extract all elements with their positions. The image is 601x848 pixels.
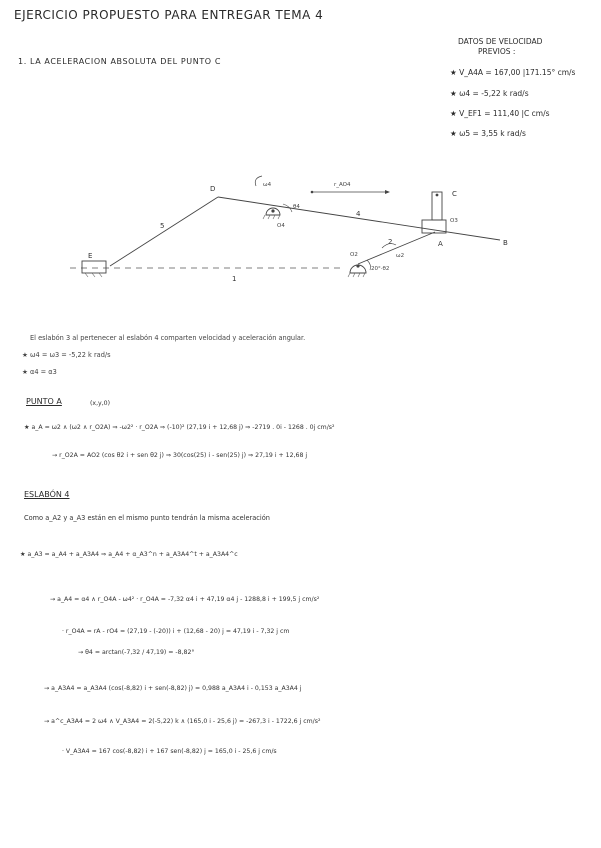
slider-block-e — [82, 261, 106, 273]
label-link-2: 2 — [388, 238, 393, 246]
note-alpha: ★ α4 = α3 — [22, 368, 57, 376]
velocity-line: ★ V_A4A = 167,00 |171.15° cm/s — [450, 68, 576, 77]
note-shared-angular: El eslabón 3 al pertenecer al eslabón 4 comparten velocidad y aceleración angular. — [30, 334, 306, 342]
equation-line: → a^c_A3A4 = 2 ω4 ∧ V_A3A4 = 2(-5,22) k ∧ (165,0 i - 25,6 j) = -267,3 i - 1722,6 j cm/s² — [44, 718, 321, 725]
punto-a-coords: (x,y,0) — [90, 400, 111, 407]
w4-arc — [255, 176, 262, 186]
label-theta4: θ4 — [293, 204, 300, 210]
eslabon-4-intro: Como a_A2 y a_A3 están en el mismo punto tendrán la misma aceleración — [24, 514, 270, 522]
label-o4: O4 — [277, 223, 285, 229]
section-eslabon-4: ESLABÓN 4 — [24, 490, 70, 499]
label-w2: ω2 — [396, 253, 405, 259]
equation-line: → a_A3A4 = a_A3A4 (cos(-8,82) i + sen(-8,82) j) = 0,988 a_A3A4 i - 0,153 a_A3A4 j — [44, 685, 302, 692]
label-r-a04: r_AO4 — [334, 182, 351, 188]
link-5 — [110, 197, 218, 266]
label-a: A — [438, 240, 443, 248]
equation-line: → a_A4 = α4 ∧ r_O4A - ω4² · r_O4A = -7,32 α4 i + 47,19 α4 j - 1288,8 i + 199,5 j cm/s² — [50, 596, 320, 603]
label-o3: O3 — [450, 218, 458, 224]
equation-line: · V_A3A4 = 167 cos(-8,82) i + 167 sen(-8,82) j = 165,0 i - 25,6 j cm/s — [62, 748, 277, 755]
velocity-line: ★ ω5 = 3,55 k rad/s — [450, 129, 526, 138]
problem-statement: 1. LA ACELERACION ABSOLUTA DEL PUNTO C — [18, 57, 222, 66]
equation-line: ★ a_A = ω2 ∧ (ω2 ∧ r_O2A) ⇒ -ω2² · r_O2A ⇒ (-10)² (27,19 i + 12,68 j) ⇒ -2719 . 0i - 1268 . 0j cm/s² — [24, 424, 335, 431]
label-theta2: 20°·θ2 — [371, 266, 390, 272]
equation-line: → r_O2A = AO2 (cos θ2 i + sen θ2 j) ⇒ 30(cos(25) i - sen(25) j) ⇒ 27,19 i + 12,68 j — [52, 452, 308, 459]
equation-line: · r_O4A = rA - rO4 = (27,19 - (-20)) i + (12,68 - 20) j = 47,19 i - 7,32 j cm — [62, 628, 290, 635]
label-w4: ω4 — [263, 182, 272, 188]
velocity-line: ★ V_EF1 = 111,40 |C cm/s — [450, 109, 550, 118]
label-c: C — [452, 190, 457, 198]
note-omega: ★ ω4 = ω3 = -5,22 k rad/s — [22, 351, 111, 359]
velocity-data-subheading: PREVIOS : — [478, 47, 516, 56]
link-2 — [358, 232, 435, 264]
label-b: B — [503, 239, 508, 247]
section-punto-a: PUNTO A — [26, 397, 62, 406]
label-o2: O2 — [350, 252, 358, 258]
equation-line: → θ4 = arctan(-7,32 / 47,19) = -8,82° — [78, 649, 195, 656]
label-d: D — [210, 185, 216, 193]
velocity-data-heading: DATOS DE VELOCIDAD — [458, 37, 543, 46]
label-link-4: 4 — [356, 210, 361, 218]
page-title: EJERCICIO PROPUESTO PARA ENTREGAR TEMA 4 — [14, 8, 324, 22]
label-link-5: 5 — [160, 222, 165, 230]
velocity-line: ★ ω4 = -5,22 k rad/s — [450, 89, 529, 98]
label-e: E — [88, 252, 93, 260]
equation-line: ★ a_A3 = a_A4 + a_A3A4 ⇒ a_A4 + α_A3^n + a_A3A4^t + a_A3A4^c — [20, 551, 238, 558]
label-link-1: 1 — [232, 275, 237, 283]
